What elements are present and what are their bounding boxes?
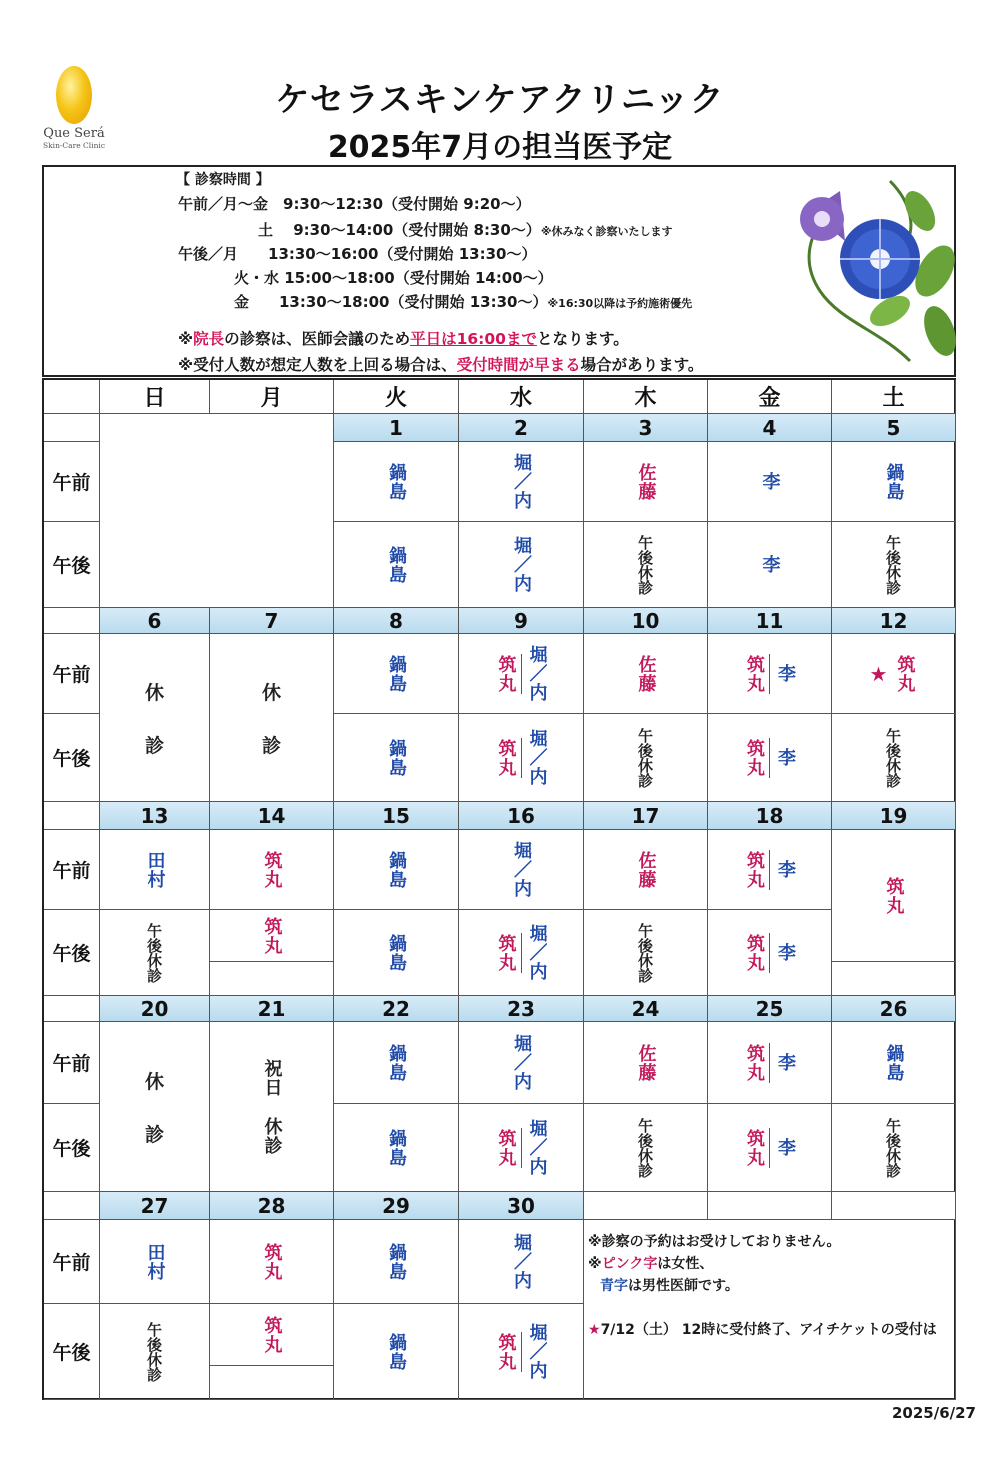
pm-ri: 李 xyxy=(775,1138,796,1157)
pm-chikumaru: 筑丸 xyxy=(495,1332,517,1371)
am-slot xyxy=(100,1220,210,1304)
am-label: 午前 xyxy=(44,442,100,522)
am-doctor-pair xyxy=(741,850,798,890)
logo-subtitle: Skin-Care Clinic xyxy=(42,141,106,150)
pm-slot xyxy=(459,910,584,996)
pm-label: 午後 xyxy=(44,1104,100,1192)
pm-label: 午後 xyxy=(44,1304,100,1400)
am-slot xyxy=(708,1022,832,1104)
am-slot xyxy=(584,1022,708,1104)
pm-doctor-pair xyxy=(741,1128,798,1168)
week-label-blank xyxy=(44,414,100,442)
date-cell: 12 xyxy=(832,608,956,634)
footnote-text: ピンク字 xyxy=(601,1256,658,1272)
pm-doctor-pair xyxy=(493,924,550,981)
pm-ri: 李 xyxy=(759,555,781,574)
pm-chikumaru: 筑丸 xyxy=(495,933,517,972)
closed-day-cell xyxy=(100,1022,210,1192)
pm-slot xyxy=(708,910,832,996)
pair-divider xyxy=(521,1332,522,1372)
am-slot xyxy=(459,1022,584,1104)
am-chikumaru: 筑丸 xyxy=(261,1242,283,1281)
pm-slot xyxy=(708,714,832,802)
date-cell: 11 xyxy=(708,608,832,634)
pm-slot xyxy=(459,1104,584,1192)
weekday-tue: 火 xyxy=(334,380,459,414)
date-cell: 18 xyxy=(708,802,832,830)
pm-slot xyxy=(334,1104,459,1192)
pair-divider xyxy=(521,1128,522,1168)
am-nabeshima: 鍋島 xyxy=(883,1043,905,1082)
footnote-line-4 xyxy=(588,1320,949,1340)
week-label-blank xyxy=(44,1192,100,1220)
hours-am-sat-note: ※休みなく診察いたします xyxy=(540,225,673,238)
am-ri: 李 xyxy=(775,860,796,879)
date-cell: 29 xyxy=(334,1192,459,1220)
am-slot xyxy=(584,830,708,910)
date-cell: 21 xyxy=(210,996,334,1022)
footnote-line-1 xyxy=(588,1232,949,1252)
am-tamura: 田村 xyxy=(144,1242,166,1281)
footnote-text: ★ xyxy=(588,1322,601,1338)
am-chikumaru: 筑丸 xyxy=(744,654,765,693)
pair-divider xyxy=(769,654,770,694)
am-hori-uchi: 堀／内 xyxy=(511,1233,532,1290)
am-ri: 李 xyxy=(775,664,796,683)
am-nabeshima: 鍋島 xyxy=(883,462,905,501)
pair-divider xyxy=(769,933,770,973)
pm-slot xyxy=(584,1104,708,1192)
date-cell: 10 xyxy=(584,608,708,634)
pm-closed-pm: 午後休診 xyxy=(145,1321,163,1382)
am-nabeshima: 鍋島 xyxy=(386,1242,407,1281)
pm-closed-pm: 午後休診 xyxy=(884,727,902,788)
pm-label: 午後 xyxy=(44,522,100,608)
am-slot xyxy=(334,1022,459,1104)
weekday-sat: 土 xyxy=(832,380,956,414)
doctor-chikumaru: 筑丸 xyxy=(883,876,905,915)
pm-closed-pm: 午後休診 xyxy=(145,922,163,983)
closed-label-2: 診 xyxy=(144,734,164,757)
pm-label: 午後 xyxy=(44,910,100,996)
am-hori-uchi: 堀／内 xyxy=(526,645,548,702)
pair-divider xyxy=(769,1043,770,1083)
pm-slot xyxy=(459,1304,584,1400)
pair-divider xyxy=(521,654,522,694)
am-slot xyxy=(708,442,832,522)
date-cell: 2 xyxy=(459,414,584,442)
am-nabeshima: 鍋島 xyxy=(386,1043,407,1082)
hours-pm-fri-row xyxy=(234,291,692,312)
pm-slot xyxy=(210,1304,334,1366)
am-slot xyxy=(334,634,459,714)
date-cell: 8 xyxy=(334,608,459,634)
pm-slot xyxy=(832,522,956,608)
am-slot xyxy=(459,442,584,522)
date-cell: 1 xyxy=(334,414,459,442)
pm-slot xyxy=(832,1104,956,1192)
am-nabeshima: 鍋島 xyxy=(386,462,407,501)
pair-divider xyxy=(769,738,770,778)
closed-label-1: 休 xyxy=(261,681,281,704)
pm-closed-pm: 午後休診 xyxy=(636,727,654,788)
am-hori-uchi: 堀／内 xyxy=(511,841,532,898)
pm-ri: 李 xyxy=(775,943,796,962)
empty-cell xyxy=(210,1366,334,1400)
pm-doctor-pair xyxy=(741,738,798,778)
week-label-blank xyxy=(44,802,100,830)
pm-slot xyxy=(334,910,459,996)
hours-pm-mon: 午後／月 13:30～16:00（受付開始 13:30～） xyxy=(178,245,537,263)
logo-name: Que Será xyxy=(43,126,105,141)
hours-heading: 【 診察時間 】 xyxy=(176,172,270,188)
am-slot xyxy=(584,634,708,714)
date-cell: 23 xyxy=(459,996,584,1022)
pm-chikumaru: 筑丸 xyxy=(495,1128,517,1167)
date-cell: 26 xyxy=(832,996,956,1022)
hours-info-box xyxy=(42,165,956,377)
pm-chikumaru: 筑丸 xyxy=(744,738,765,777)
pm-slot xyxy=(210,910,334,962)
am-doctor-pair xyxy=(741,1043,798,1083)
date-cell: 9 xyxy=(459,608,584,634)
sat-fullday-cell xyxy=(832,830,956,962)
pm-hori-uchi: 堀／内 xyxy=(526,924,548,981)
closed-label-2: 診 xyxy=(261,734,281,757)
am-chikumaru: 筑丸 xyxy=(894,654,916,693)
empty-cell xyxy=(832,962,956,996)
date-cell: 28 xyxy=(210,1192,334,1220)
pm-slot xyxy=(334,1304,459,1400)
am-slot xyxy=(459,634,584,714)
pm-hori-uchi: 堀／内 xyxy=(526,1323,548,1380)
closed-day-cell xyxy=(100,634,210,802)
pm-slot xyxy=(334,522,459,608)
footnote-text: ※ xyxy=(588,1256,602,1272)
am-hori-uchi: 堀／内 xyxy=(511,1034,532,1091)
pm-slot xyxy=(832,714,956,802)
pm-slot xyxy=(584,522,708,608)
footnote-line-2 xyxy=(588,1254,949,1274)
am-slot xyxy=(100,830,210,910)
date-cell: 24 xyxy=(584,996,708,1022)
pm-slot xyxy=(100,1304,210,1400)
pm-hori-uchi: 堀／内 xyxy=(526,729,548,786)
date-cell: 14 xyxy=(210,802,334,830)
date-cell xyxy=(584,1192,708,1220)
date-cell: 4 xyxy=(708,414,832,442)
am-nabeshima: 鍋島 xyxy=(386,654,407,693)
closed-label-1: 休 xyxy=(144,1070,164,1093)
am-slot xyxy=(832,634,956,714)
am-slot xyxy=(708,634,832,714)
pm-closed-pm: 午後休診 xyxy=(636,534,654,595)
pm-slot xyxy=(459,522,584,608)
schedule-calendar xyxy=(42,378,956,1400)
pm-closed-pm: 午後休診 xyxy=(636,922,654,983)
am-slot xyxy=(334,830,459,910)
empty-merged-cell xyxy=(100,414,334,608)
footnote-text: は女性、 xyxy=(657,1256,714,1272)
am-slot xyxy=(334,1220,459,1304)
weekday-sun: 日 xyxy=(100,380,210,414)
pm-slot xyxy=(334,714,459,802)
pm-doctor-pair xyxy=(493,1323,550,1380)
pm-slot xyxy=(584,714,708,802)
am-ri: 李 xyxy=(759,472,781,491)
hours-am-sat: 土 9:30～14:00（受付開始 8:30～） xyxy=(258,221,541,239)
document-date: 2025/6/27 xyxy=(891,1404,976,1422)
pair-divider xyxy=(521,933,522,973)
pair-divider xyxy=(769,1128,770,1168)
hours-am-sat-row xyxy=(258,219,673,240)
date-cell: 3 xyxy=(584,414,708,442)
date-cell: 20 xyxy=(100,996,210,1022)
pm-label: 午後 xyxy=(44,714,100,802)
date-cell: 22 xyxy=(334,996,459,1022)
am-slot xyxy=(832,1022,956,1104)
am-label: 午前 xyxy=(44,634,100,714)
am-slot xyxy=(832,442,956,522)
week-label-blank xyxy=(44,608,100,634)
am-slot xyxy=(459,1220,584,1304)
pm-nabeshima: 鍋島 xyxy=(386,738,407,777)
pm-chikumaru: 筑丸 xyxy=(495,738,517,777)
closed-day-cell xyxy=(210,634,334,802)
am-chikumaru: 筑丸 xyxy=(744,850,765,889)
pair-divider xyxy=(521,738,522,778)
note-reception: ※受付人数が想定人数を上回る場合は、受付時間が早まる場合があります。 xyxy=(178,356,704,374)
pm-nabeshima: 鍋島 xyxy=(386,933,407,972)
hours-pm-fri: 金 13:30～18:00（受付開始 13:30～） xyxy=(234,293,548,311)
pm-nabeshima: 鍋島 xyxy=(386,545,407,584)
am-sato: 佐藤 xyxy=(635,850,657,889)
empty-cell xyxy=(210,962,334,996)
pm-closed-pm: 午後休診 xyxy=(884,534,902,595)
date-cell: 27 xyxy=(100,1192,210,1220)
star-mark-icon: ★ xyxy=(869,661,888,686)
am-ri: 李 xyxy=(775,1053,796,1072)
weekday-fri: 金 xyxy=(708,380,832,414)
am-doctor-pair xyxy=(741,654,798,694)
pm-chikumaru: 筑丸 xyxy=(261,916,283,955)
footnote-text: 青字 xyxy=(600,1278,628,1294)
am-chikumaru: 筑丸 xyxy=(744,1043,765,1082)
pm-slot xyxy=(100,910,210,996)
pm-chikumaru: 筑丸 xyxy=(744,1128,765,1167)
am-slot xyxy=(210,830,334,910)
date-cell: 13 xyxy=(100,802,210,830)
am-slot xyxy=(708,830,832,910)
date-cell: 6 xyxy=(100,608,210,634)
am-doctor-pair xyxy=(493,645,550,702)
weekday-corner xyxy=(44,380,100,414)
am-chikumaru: 筑丸 xyxy=(261,850,283,889)
footnote-text: 7/12（土） 12時に受付終了、アイチケットの受付は xyxy=(600,1322,937,1338)
am-nabeshima: 鍋島 xyxy=(386,850,407,889)
hours-pm-tuewed: 火・水 15:00～18:00（受付開始 14:00～） xyxy=(234,269,553,287)
week-label-blank xyxy=(44,996,100,1022)
weekday-mon: 月 xyxy=(210,380,334,414)
footnote-text: は男性医師です。 xyxy=(628,1278,739,1294)
am-label: 午前 xyxy=(44,1220,100,1304)
closed-label-1: 休 xyxy=(144,681,164,704)
am-sato: 佐藤 xyxy=(635,462,657,501)
pm-hori-uchi: 堀／内 xyxy=(511,536,532,593)
am-slot xyxy=(210,1220,334,1304)
pm-hori-uchi: 堀／内 xyxy=(526,1119,548,1176)
morning-glory-illustration-icon xyxy=(770,171,960,371)
pm-chikumaru: 筑丸 xyxy=(261,1315,283,1354)
pair-divider xyxy=(769,850,770,890)
note-director: ※院長の診察は、医師会議のため平日は16:00までとなります。 xyxy=(178,330,629,348)
am-hori-uchi: 堀／内 xyxy=(511,453,532,510)
pm-chikumaru: 筑丸 xyxy=(744,933,765,972)
am-chikumaru: 筑丸 xyxy=(495,654,517,693)
pm-nabeshima: 鍋島 xyxy=(386,1332,407,1371)
am-sato: 佐藤 xyxy=(635,1043,657,1082)
closed-label: 休診 xyxy=(261,1116,283,1155)
am-slot xyxy=(459,830,584,910)
pm-closed-pm: 午後休診 xyxy=(636,1117,654,1178)
date-cell xyxy=(832,1192,956,1220)
date-cell: 19 xyxy=(832,802,956,830)
am-slot xyxy=(334,442,459,522)
date-cell: 16 xyxy=(459,802,584,830)
pm-slot xyxy=(708,1104,832,1192)
am-sato: 佐藤 xyxy=(635,654,657,693)
pm-nabeshima: 鍋島 xyxy=(386,1128,407,1167)
date-cell: 25 xyxy=(708,996,832,1022)
date-cell xyxy=(708,1192,832,1220)
pm-closed-pm: 午後休診 xyxy=(884,1117,902,1178)
date-cell: 17 xyxy=(584,802,708,830)
am-tamura: 田村 xyxy=(144,850,166,889)
page-title: ケセラスキンケアクリニック xyxy=(275,80,725,120)
date-cell: 30 xyxy=(459,1192,584,1220)
weekday-wed: 水 xyxy=(459,380,584,414)
hours-am-weekday: 午前／月～金 9:30～12:30（受付開始 9:20～） xyxy=(178,195,531,213)
footnote-text: ※診察の予約はお受けしておりません。 xyxy=(588,1234,841,1250)
pm-slot xyxy=(708,522,832,608)
footer-notes xyxy=(584,1220,956,1400)
date-cell: 5 xyxy=(832,414,956,442)
footnote-line-3 xyxy=(600,1276,949,1296)
holiday-cell xyxy=(210,1022,334,1192)
pm-doctor-pair xyxy=(741,933,798,973)
closed-label-2: 診 xyxy=(144,1123,164,1146)
date-cell: 15 xyxy=(334,802,459,830)
date-cell: 7 xyxy=(210,608,334,634)
pm-slot xyxy=(584,910,708,996)
weekday-thu: 木 xyxy=(584,380,708,414)
pm-slot xyxy=(459,714,584,802)
pm-doctor-pair xyxy=(493,729,550,786)
holiday-label: 祝日 xyxy=(261,1058,283,1097)
am-label: 午前 xyxy=(44,830,100,910)
pm-doctor-pair xyxy=(493,1119,550,1176)
pm-ri: 李 xyxy=(775,748,796,767)
am-label: 午前 xyxy=(44,1022,100,1104)
hours-pm-fri-note: ※16:30以降は予約施術優先 xyxy=(547,297,693,310)
am-slot xyxy=(584,442,708,522)
page-subtitle: 2025年7月の担当医予定 xyxy=(327,130,673,165)
